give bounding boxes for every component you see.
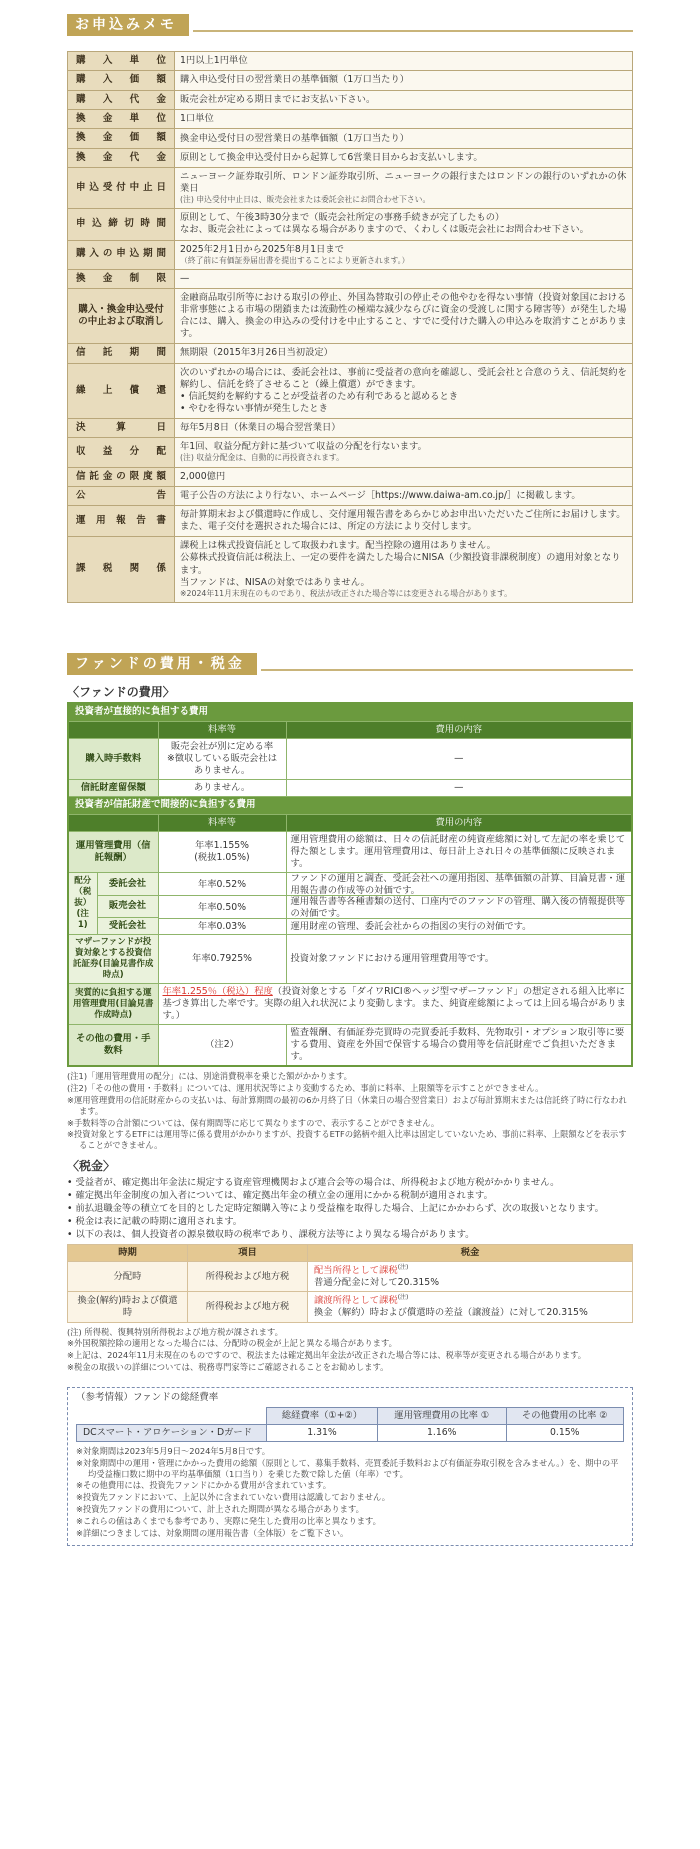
memo-row-line: • やむを得ない事情が発生したとき [180, 402, 328, 414]
tax-item-1: 所得税および地方税 [188, 1292, 308, 1322]
memo-row-value [175, 467, 633, 486]
memo-row-value [175, 289, 633, 344]
fee-notes [67, 1071, 633, 1150]
memo-row-label: 購入代金 [68, 90, 175, 109]
alloc-rate-2: 年率0.03% [197, 920, 247, 932]
memo-row-line: 年1回、収益分配方針に基づいて収益の分配を行ないます。 [180, 441, 427, 453]
ref-h-mgmt: 運用管理費用の比率 ① [378, 1407, 507, 1424]
alloc-k-2: 受託会社 [97, 917, 158, 934]
memo-row-line: 無期限（2015年3月26日当初設定） [180, 347, 333, 359]
alloc-content-1: 運用報告書等各種書類の送付、口座内でのファンドの管理、購入後の情報提供等の対価です。 [287, 896, 632, 919]
memo-row [68, 168, 633, 209]
fee-col-content2: 費用の内容 [286, 814, 632, 831]
fees-title: ファンドの費用・税金 [67, 653, 257, 675]
reference-note: ※投資先ファンドにおいて、上記以外に含まれていない費用は認識しておりません。 [76, 1492, 391, 1503]
memo-row [68, 71, 633, 90]
fee-note: (注2)「その他の費用・手数料」については、運用状況等により変動するため、事前に料率、上限額等を示すことができません。 [67, 1083, 544, 1094]
memo-row-label: 申込受付中止日 [68, 168, 175, 209]
fee-col-blank [68, 721, 158, 738]
fee-note: ※手数料等の合計額については、保有期間等に応じて異なりますので、表示することができません。 [67, 1117, 440, 1128]
memo-table [67, 51, 633, 603]
memo-row-label: 換金価額 [68, 129, 175, 148]
memo-row-line: 原則として換金申込受付日から起算して6営業日目からお支払いします。 [180, 151, 483, 163]
memo-row-line: 課税上は株式投資信託として取扱われます。配当控除の適用はありません。 [180, 540, 496, 552]
reference-notes [76, 1446, 624, 1538]
memo-row-label: 信託期間 [68, 344, 175, 363]
mgmt-fee-label: 運用管理費用（信託報酬） [68, 831, 158, 872]
memo-row-line: 毎年5月8日（休業日の場合翌営業日） [180, 422, 341, 434]
memo-row-line: 当ファンドは、NISAの対象ではありません。 [180, 576, 370, 588]
memo-row-line: ニューヨーク証券取引所、ロンドン証券取引所、ニューヨークの銀行またはロンドンの銀行のいずれかの休業日 [180, 171, 627, 195]
memo-row-line: 次のいずれかの場合には、委託会社は、事前に受益者の意向を確認し、受託会社と合意のうえ、信託契約を解約し、信託を終了させること（繰上償還）ができます。 [180, 366, 627, 390]
actual-fee-text: （投資対象とする「ダイワRICI®ヘッジ型マザーファンド」の想定される組入比率に基づき算出した率です。実際の組入れ状況により変動します。また、純資産総額によっては上回る場合があります。） [162, 986, 626, 1022]
memo-row-value [175, 269, 633, 288]
memo-row-line: 販売会社が定める期日までにお支払い下さい。 [180, 93, 376, 105]
indirect-bar: 投資者が信託財産で間接的に負担する費用 [68, 797, 632, 814]
memo-row-value [175, 148, 633, 167]
memo-row [68, 52, 633, 71]
tax-note: (注) 所得税、復興特別所得税および地方税が課されます。 [67, 1326, 283, 1337]
purchase-fee-label: 購入時手数料 [68, 738, 158, 779]
fees-subtitle: 〈ファンドの費用〉 [67, 684, 175, 699]
reference-box [67, 1387, 633, 1547]
memo-row-value [175, 419, 633, 438]
reference-title: （参考情報）ファンドの総経費率 [76, 1391, 219, 1403]
fees-header [67, 653, 633, 675]
memo-row-label: 信託金の限度額 [68, 467, 175, 486]
tax-note: ※税金の取扱いの詳細については、税務専門家等にご確認されることをお勧めします。 [67, 1361, 389, 1372]
tax-detail-0-cell [308, 1262, 633, 1292]
memo-row-label: 購入・換金申込受付の中止および取消し [68, 289, 175, 344]
memo-row [68, 129, 633, 148]
alloc-label: 配分（税抜）(注1) [69, 873, 97, 934]
purchase-fee-rate: 販売会社が別に定める率 ※徴収している販売会社はありません。 [158, 738, 286, 779]
tax-title: 〈税金〉 [67, 1158, 116, 1173]
memo-row-label: 申込締切時間 [68, 209, 175, 240]
memo-row-line: 毎計算期末および償還時に作成し、交付運用報告書をあらかじめお申出いただいたご住所にお届けします。また、電子交付を選択された場合には、所定の方法により交付します。 [180, 509, 626, 533]
memo-row [68, 240, 633, 269]
tax-sup-0: (注) [397, 1264, 409, 1272]
reserve-rate: ありません。 [158, 780, 286, 797]
other-fee-content: 監査報酬、有価証券売買時の売買委託手数料、先物取引・オプション取引等に要する費用、資産を外国で保管する場合の費用等を信託財産でご負担いただきます。 [286, 1025, 632, 1067]
memo-header-rule [193, 30, 633, 32]
tax-bullet: • 税金は表に記載の時期に適用されます。 [67, 1215, 243, 1227]
memo-row-line: 換金申込受付日の翌営業日の基準価額（1万口当たり） [180, 132, 410, 144]
memo-row-value [175, 438, 633, 467]
memo-row-value [175, 486, 633, 505]
ref-total: 1.31% [267, 1425, 378, 1442]
tax-detail-0: 普通分配金に対して20.315% [314, 1277, 440, 1289]
direct-bar: 投資者が直接的に負担する費用 [68, 703, 632, 721]
memo-row-label: 購入単位 [68, 52, 175, 71]
alloc-content-2: 運用財産の管理、委託会社からの指図の実行の対価です。 [290, 920, 532, 932]
ref-h-total: 総経費率（①+②） [267, 1407, 378, 1424]
memo-row [68, 467, 633, 486]
memo-row [68, 419, 633, 438]
memo-row-value [175, 168, 633, 209]
fee-note: ※投資対象とするETFには運用等に係る費用がかかりますが、投資するETFの銘柄や組入比率は固定していないため、事前に料率、上限額などを表示することができません。 [67, 1129, 627, 1151]
reference-note: ※対象期間中の運用・管理にかかった費用の総額（原則として、募集手数料、売買委託手数料および有価証券取引税を含みません。）を、期中の平均受益権口数に期中の平均基準価額（1口当り）を乗じた数で除した値（年率）です。 [76, 1457, 619, 1479]
fee-col-rate: 料率等 [158, 721, 286, 738]
tax-col-item: 項目 [188, 1244, 308, 1261]
tax-bullet: • 受益者が、確定拠出年金法に規定する資産管理機関および連合会等の場合は、所得税および地方税がかかりません。 [67, 1176, 560, 1188]
memo-row-note: ※2024年11月末現在のものであり、税法が改正された場合等には変更される場合があります。 [180, 588, 512, 598]
memo-row-line: • 信託契約を解約することが受益者のため有利であると認めるとき [180, 390, 459, 402]
tax-bullet: • 前払退職金等の積立てを目的とした定時定額購入等により受益権を取得した場合、上記にかかわらず、次の取扱いとなります。 [67, 1202, 604, 1214]
tax-red-0: 配当所得として課税 [314, 1265, 398, 1277]
memo-row-value [175, 344, 633, 363]
memo-row [68, 438, 633, 467]
memo-row-note: (注) 収益分配金は、自動的に再投資されます。 [180, 453, 344, 463]
memo-row-label: 収益分配 [68, 438, 175, 467]
reference-note: ※これらの値はあくまでも参考であり、実際に発生した費用の比率と異なります。 [76, 1515, 381, 1526]
memo-row-label: 購入の申込期間 [68, 240, 175, 269]
reserve-content: — [286, 780, 632, 797]
memo-row-value [175, 52, 633, 71]
alloc-k-0: 委託会社 [97, 873, 158, 895]
memo-row-value [175, 240, 633, 269]
memo-row [68, 344, 633, 363]
tax-notes [67, 1327, 633, 1373]
mother-rate: 年率0.7925% [158, 934, 286, 983]
memo-row-value [175, 506, 633, 537]
memo-row-label: 繰上償還 [68, 363, 175, 418]
tax-when-1: 換金(解約)時および償還時 [68, 1292, 188, 1322]
mother-label: マザーファンドが投資対象とする投資信託証券(目論見書作成時点) [68, 934, 158, 983]
memo-row [68, 506, 633, 537]
memo-row-label: 決算日 [68, 419, 175, 438]
alloc-block [68, 872, 158, 934]
alloc-rate-1: 年率0.50% [159, 896, 286, 919]
fee-note: (注1)「運用管理費用の配分」には、別途消費税率を乗じた額がかかります。 [67, 1071, 352, 1082]
ref-fund-name: DCスマート・アロケーション・Dガード [77, 1425, 267, 1442]
fee-col-content: 費用の内容 [286, 721, 632, 738]
tax-detail-1-cell [308, 1292, 633, 1322]
alloc-contents [286, 872, 632, 934]
memo-row [68, 289, 633, 344]
tax-item-0: 所得税および地方税 [188, 1262, 308, 1292]
memo-row [68, 110, 633, 129]
memo-row-value [175, 363, 633, 418]
memo-row-label: 換金制限 [68, 269, 175, 288]
memo-row [68, 537, 633, 602]
tax-detail-1: 換金（解約）時および償還時の差益（譲渡益）に対して20.315% [314, 1307, 588, 1319]
reserve-label: 信託財産留保額 [68, 780, 158, 797]
memo-header [67, 14, 633, 36]
memo-row-note: (注) 申込受付中止日は、販売会社または委託会社にお問合わせ下さい。 [180, 195, 431, 205]
memo-row-line: なお、販売会社によっては異なる場合がありますので、くわしくは販売会社にお問合わせ下さい。 [180, 224, 589, 236]
tax-bullet: • 確定拠出年金制度の加入者については、確定拠出年金の積立金の運用にかかる税制が適用されます。 [67, 1189, 493, 1201]
reference-note: ※その他費用には、投資先ファンドにかかる費用が含まれています。 [76, 1480, 332, 1491]
memo-row-value [175, 129, 633, 148]
memo-row-line: 2025年2月1日から2025年8月1日まで [180, 243, 344, 255]
memo-row-line: — [180, 272, 190, 284]
alloc-rates [158, 872, 286, 934]
tax-note: ※上記は、2024年11月末現在のものですので、税法または確定拠出年金法が改正された場合等には、税率等が変更される場合があります。 [67, 1350, 587, 1361]
memo-row-label: 換金代金 [68, 148, 175, 167]
memo-row-label: 購入価額 [68, 71, 175, 90]
fee-col-rate2: 料率等 [158, 814, 286, 831]
memo-row-value [175, 209, 633, 240]
tax-sup-1: (注) [397, 1294, 409, 1302]
memo-row-note: （終了前に有価証券届出書を提出することにより更新されます。） [180, 255, 410, 265]
memo-row [68, 148, 633, 167]
memo-row [68, 90, 633, 109]
reference-note: ※対象期間は2023年5月9日～2024年5月8日です。 [76, 1446, 271, 1457]
actual-fee-content [158, 984, 632, 1025]
mgmt-fee-rate: 年率1.155% (税抜1.05%) [158, 831, 286, 872]
other-fee-rate: （注2） [158, 1025, 286, 1067]
alloc-content-0: ファンドの運用と調査、受託会社への運用指図、基準価額の計算、目論見書・運用報告書の作成等の対価です。 [287, 873, 632, 896]
ref-mgmt: 1.16% [378, 1425, 507, 1442]
memo-row-label: 運用報告書 [68, 506, 175, 537]
memo-row [68, 486, 633, 505]
mgmt-fee-content: 運用管理費用の総額は、日々の信託財産の純資産総額に対して左記の率を乗じて得た額とします。運用管理費用は、毎日計上され日々の基準価額に反映されます。 [286, 831, 632, 872]
memo-row-line: 2,000億円 [180, 470, 226, 482]
ref-blank [77, 1407, 267, 1424]
actual-fee-rate: 年率1.255％（税込）程度 [162, 986, 273, 998]
memo-row-value [175, 71, 633, 90]
memo-row-line: 購入申込受付日の翌営業日の基準価額（1万口当たり） [180, 74, 410, 86]
mother-content: 投資対象ファンドにおける運用管理費用等です。 [286, 934, 632, 983]
memo-row-value [175, 537, 633, 602]
memo-row-label: 換金単位 [68, 110, 175, 129]
memo-row-line: 公募株式投資信託は税法上、一定の要件を満たした場合にNISA（少額投資非課税制度）の適用対象となります。 [180, 552, 621, 576]
fee-note: ※運用管理費用の信託財産からの支払いは、毎計算期間の最初の6か月終了日（休業日の場合翌営業日）および毎計算期末または信託終了時に行なわれます。 [67, 1095, 627, 1116]
memo-row [68, 363, 633, 418]
memo-row-line: 1口単位 [180, 113, 214, 125]
memo-row-label: 公告 [68, 486, 175, 505]
memo-row-line: 電子公告の方法により行ない、ホームページ［https://www.daiwa-am.co.jp/］に掲載します。 [180, 490, 581, 502]
tax-col-when: 時期 [68, 1244, 188, 1261]
alloc-rate-0: 年率0.52% [159, 873, 286, 896]
actual-fee-label: 実質的に負担する運用管理費用(目論見書作成時点) [68, 984, 158, 1025]
memo-row-value [175, 90, 633, 109]
ref-other: 0.15% [506, 1425, 623, 1442]
reference-table [76, 1407, 624, 1442]
fee-col-blank2 [68, 814, 158, 831]
memo-row-line: 1円以上1円単位 [180, 55, 248, 67]
ref-h-other: その他費用の比率 ② [506, 1407, 623, 1424]
tax-when-0: 分配時 [68, 1262, 188, 1292]
memo-row [68, 269, 633, 288]
tax-col-tax: 税金 [308, 1244, 633, 1261]
tax-table [67, 1244, 633, 1323]
tax-bullet: • 以下の表は、個人投資者の源泉徴収時の税率であり、課税方法等により異なる場合があります。 [67, 1228, 475, 1240]
memo-row-label: 課税関係 [68, 537, 175, 602]
tax-red-1: 譲渡所得として課税 [314, 1295, 398, 1307]
tax-bullets [67, 1177, 633, 1241]
fees-header-rule [261, 669, 633, 671]
memo-row-line: 原則として、午後3時30分まで（販売会社所定の事務手続きが完了したもの） [180, 212, 505, 224]
alloc-k-1: 販売会社 [97, 895, 158, 917]
other-fee-label: その他の費用・手数料 [68, 1025, 158, 1067]
memo-row [68, 209, 633, 240]
memo-row-line: 金融商品取引所等における取引の停止、外国為替取引の停止その他やむを得ない事情（投資対象国における非常事態による市場の閉鎖または流動性の極端な減少ならびに資金の受渡しに関する障害等）が発生した場合には、購入、換金の申込みの受付けを中止すること、すでに受付けた購入の申込みを取消すことがあります。 [180, 292, 627, 340]
reference-note: ※投資先ファンドの費用について、計上された期間が異なる場合があります。 [76, 1504, 364, 1515]
memo-row-value [175, 110, 633, 129]
reference-note: ※詳細につきましては、対象期間の運用報告書（全体版）をご覧下さい。 [76, 1527, 349, 1538]
fee-table [67, 702, 633, 1067]
memo-title: お申込みメモ [67, 14, 189, 36]
tax-note: ※外国税額控除の適用となった場合には、分配時の税金が上記と異なる場合があります。 [67, 1338, 397, 1349]
purchase-fee-content: — [286, 738, 632, 779]
